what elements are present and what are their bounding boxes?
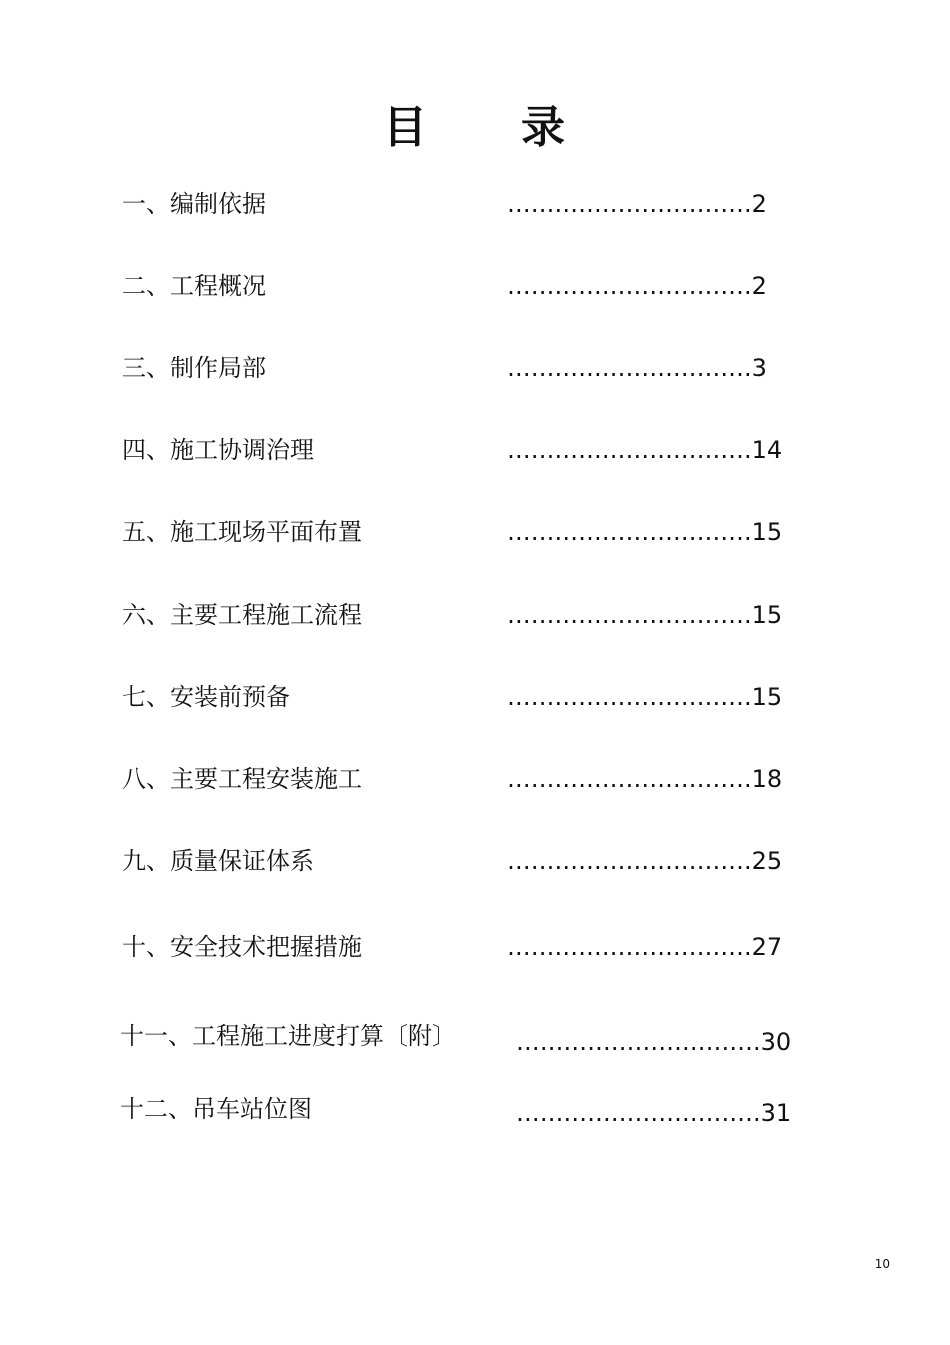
toc-entry-leader: ………………………… xyxy=(507,765,744,793)
toc-entry-label: 八、主要工程安装施工 xyxy=(122,765,362,793)
toc-entry-leader: ………………………… xyxy=(507,933,744,961)
toc-entry[interactable] xyxy=(0,351,950,385)
toc-entry-label: 六、主要工程施工流程 xyxy=(122,601,362,629)
toc-entry[interactable] xyxy=(0,515,950,549)
toc-entry-label: 四、施工协调治理 xyxy=(122,436,314,464)
toc-entry-page: .18 xyxy=(744,765,783,793)
toc-entry-leader: ………………………… xyxy=(507,847,744,875)
toc-entry-page: .2 xyxy=(744,190,767,218)
toc-entry-leader: ………………………… xyxy=(507,272,744,300)
toc-entry[interactable] xyxy=(0,433,950,467)
toc-entry-leader: ………………………… xyxy=(507,354,744,382)
toc-entry-leader: ………………………… xyxy=(507,601,744,629)
toc-entry[interactable] xyxy=(0,1019,950,1056)
toc-entry-page: .15 xyxy=(744,601,783,629)
toc-entry-label: 三、制作局部 xyxy=(122,354,266,382)
toc-entry-page: .15 xyxy=(744,683,783,711)
toc-entry-page: .31 xyxy=(753,1099,792,1127)
toc-entry-leader: ………………………… xyxy=(516,1028,753,1056)
toc-entry[interactable] xyxy=(0,269,950,303)
toc-entry-label: 十、安全技术把握措施 xyxy=(122,933,362,961)
toc-entry[interactable] xyxy=(0,762,950,796)
toc-entry-page: .2 xyxy=(744,272,767,300)
toc-entry-page: .30 xyxy=(753,1028,792,1056)
toc-entry[interactable] xyxy=(0,1092,950,1126)
toc-entry-leader: ………………………… xyxy=(507,436,744,464)
toc-entry-page: .25 xyxy=(744,847,783,875)
toc-entry-page: .15 xyxy=(744,518,783,546)
toc-entry-page: .27 xyxy=(744,933,783,961)
toc-entry[interactable] xyxy=(0,680,950,714)
toc-entry-label: 九、质量保证体系 xyxy=(122,847,314,875)
toc-entry[interactable] xyxy=(0,844,950,878)
toc-entry-label: 十二、吊车站位图 xyxy=(120,1095,312,1123)
page-number: 10 xyxy=(874,1257,890,1271)
toc-entry-label: 二、工程概况 xyxy=(122,272,266,300)
toc-entry-leader: ………………………… xyxy=(507,190,744,218)
toc-entry-label: 十一、工程施工进度打算〔附〕 xyxy=(120,1022,456,1050)
toc-entry-page: .3 xyxy=(744,354,767,382)
toc-entry-leader: ………………………… xyxy=(507,518,744,546)
page-title: 目 录 xyxy=(383,102,567,153)
toc-entry-page: .14 xyxy=(744,436,783,464)
toc-entry-leader: ………………………… xyxy=(516,1099,753,1127)
toc-entry-label: 五、施工现场平面布置 xyxy=(122,518,362,546)
toc-entry[interactable] xyxy=(0,930,950,964)
toc-entry-leader: ………………………… xyxy=(507,683,744,711)
toc-entry-label: 一、编制依据 xyxy=(122,190,266,218)
toc-entry[interactable] xyxy=(0,598,950,632)
toc-entry-label: 七、安装前预备 xyxy=(122,683,290,711)
toc-entry[interactable] xyxy=(0,187,950,221)
